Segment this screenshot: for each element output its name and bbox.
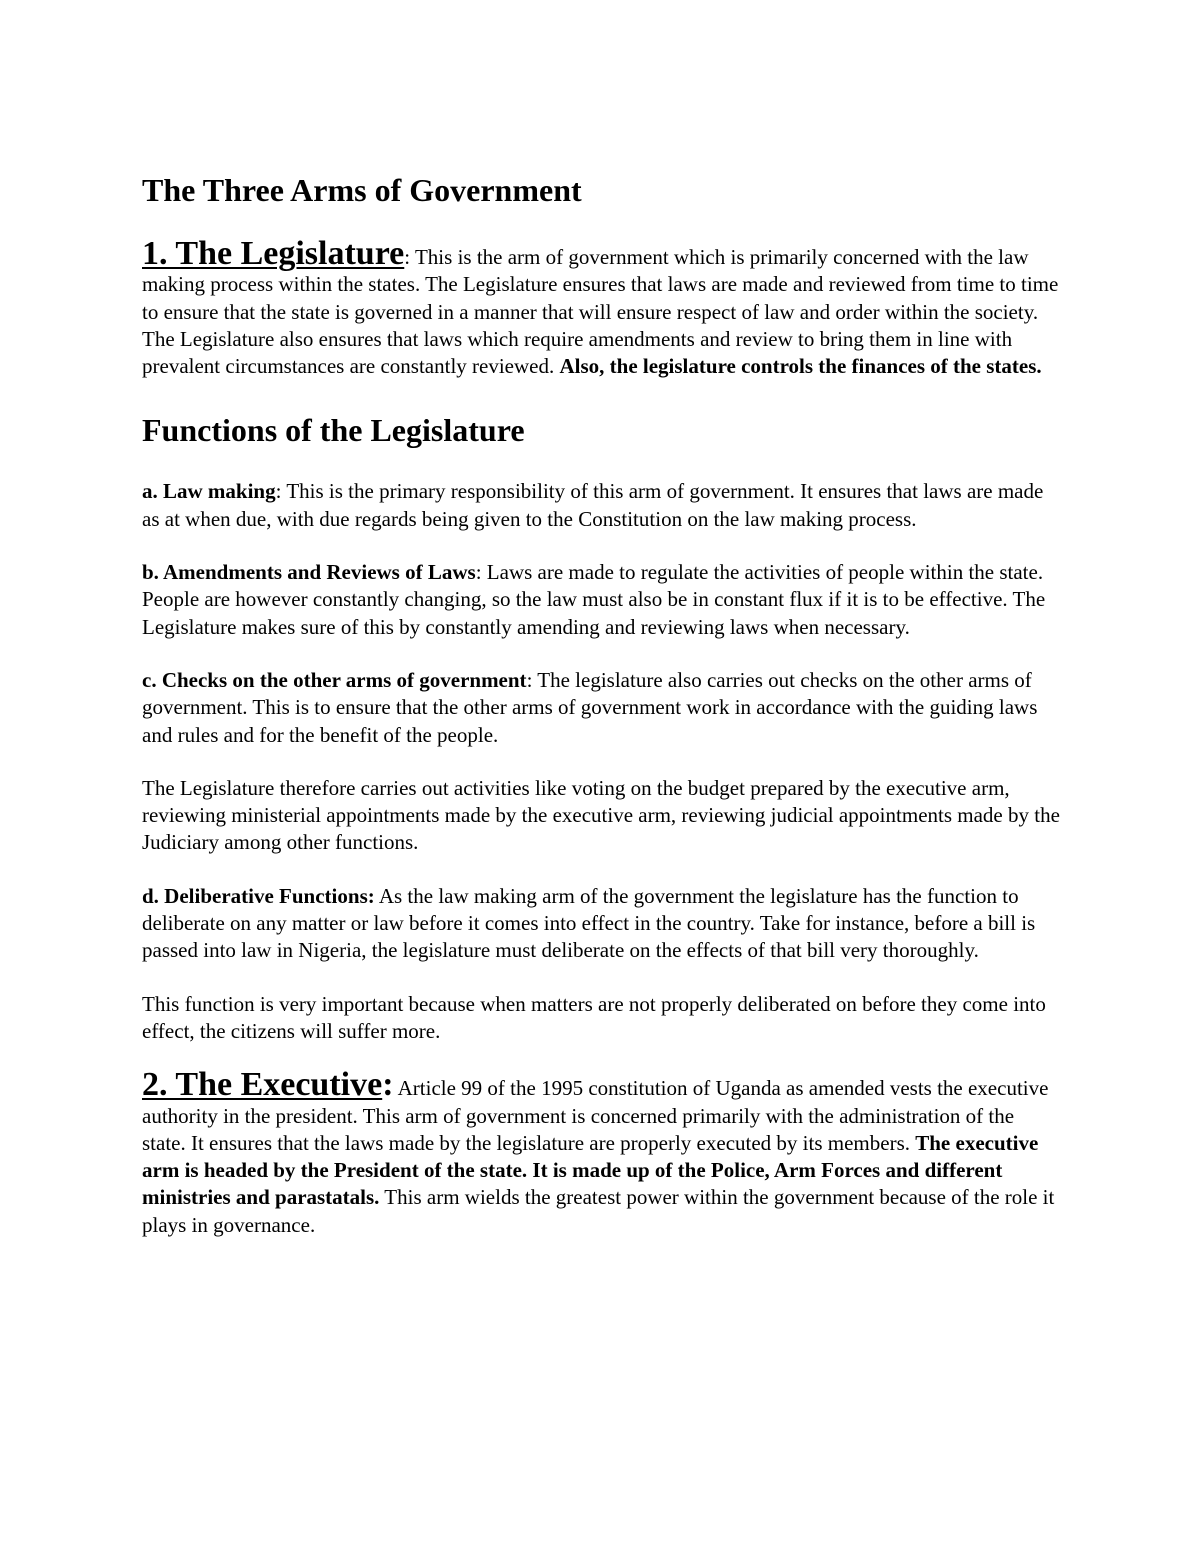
function-item-checks — [142, 667, 1062, 749]
deliberative-followup-paragraph: This function is very important because when matters are not properly deliberated on before they come into effect, the citizens will suffer more. — [142, 991, 1046, 1043]
executive-paragraph — [142, 1066, 1062, 1239]
function-sep: : — [275, 479, 282, 504]
functions-heading: Functions of the Legislature — [142, 412, 525, 449]
function-label: c. Checks on the other arms of government — [142, 667, 527, 692]
legislature-paragraph — [142, 235, 1062, 380]
legislature-body: This is the arm of government which is primarily concerned with the law making process within the states. The Legislature ensures that laws are made and reviewed from time to time to ensure that the state is governed in a manner that will ensure respect of law and order within the society. The Legislature also ensures that laws which require amendments and review to bring them in line with prevalent circumstances are constantly reviewed. — [142, 245, 1059, 379]
executive-body-bold: The executive arm is headed by the President of the state. It is made up of the Police, Arm Forces and different ministries and parastatals. — [142, 1130, 1039, 1210]
function-label: d. Deliberative Functions: — [142, 883, 375, 908]
document-page — [142, 166, 1062, 1265]
document-title: The Three Arms of Government — [142, 172, 582, 208]
function-item-deliberative — [142, 883, 1062, 965]
function-label: b. Amendments and Reviews of Laws — [142, 560, 476, 585]
legislature-heading: 1. The Legislature — [142, 235, 405, 272]
executive-body-end: This arm wields the greatest power within the government because of the role it plays in governance. — [142, 1185, 1055, 1237]
function-text: Laws are made to regulate the activities of people within the state. People are however constantly changing, so the law must also be in constant flux if it is to be effective. The Legislature makes sure of this by constantly amending and reviewing laws when necessary. — [142, 560, 1046, 639]
function-sep: : — [526, 667, 533, 692]
checks-followup-paragraph: The Legislature therefore carries out activities like voting on the budget prepared by the executive arm, reviewing ministerial appointments made by the executive arm, reviewing judicial appointments made by the Judiciary among other functions. — [142, 775, 1060, 855]
function-item-amendments — [142, 559, 1062, 641]
function-sep: : — [475, 560, 482, 585]
executive-heading: 2. The Executive — [142, 1066, 383, 1104]
executive-colon: : — [382, 1066, 394, 1104]
legislature-body-bold: Also, the legislature controls the finances of the states. — [559, 354, 1042, 379]
function-item-law-making — [142, 478, 1062, 533]
function-label: a. Law making — [142, 479, 276, 504]
executive-body: Article 99 of the 1995 constitution of Uganda as amended vests the executive authority in the president. This arm of government is concerned primarily with the administration of the state. It ensures that the laws made by the legislature are properly executed by its members. — [142, 1076, 1049, 1155]
function-text: The legislature also carries out checks on the other arms of government. This is to ensure that the other arms of government work in accordance with the guiding laws and rules and for the benefit of the people. — [142, 667, 1038, 747]
legislature-colon: : — [404, 245, 411, 269]
function-text: As the law making arm of the government the legislature has the function to deliberate on any matter or law before it comes into effect in the country. Take for instance, before a bill is passed into law in Nigeria, the legislature must deliberate on the effects of that bill very thoroughly. — [142, 883, 1036, 963]
function-text: This is the primary responsibility of this arm of government. It ensures that laws are made as at when due, with due regards being given to the Constitution on the law making process. — [142, 479, 1044, 531]
